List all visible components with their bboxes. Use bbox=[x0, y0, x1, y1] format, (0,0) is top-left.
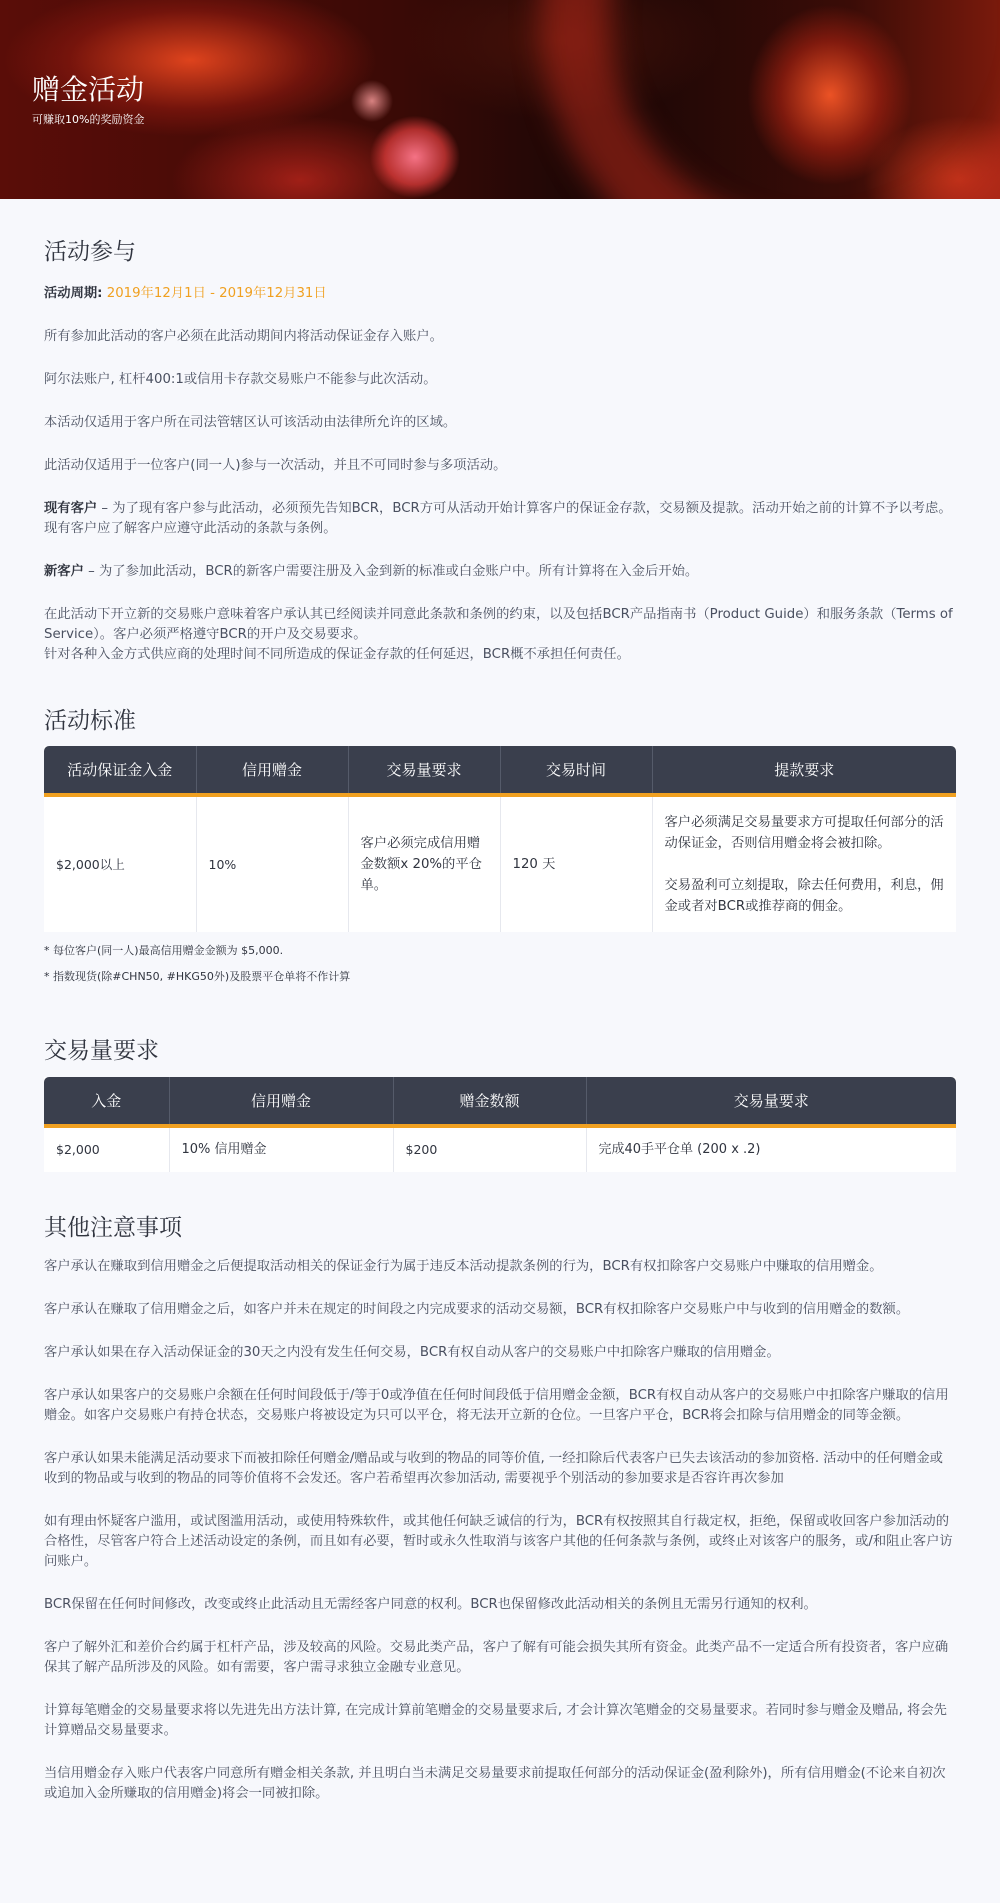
volume-table bbox=[44, 1077, 956, 1172]
table-header: 交易时间 bbox=[500, 746, 652, 795]
participation-heading: 活动参与 bbox=[44, 239, 136, 265]
participation-paragraph: 本活动仅适用于客户所在司法管辖区认可该活动由法律所允许的区域。 bbox=[44, 415, 457, 430]
table-header: 信用赠金 bbox=[196, 746, 348, 795]
other-paragraph: 当信用赠金存入账户代表客户同意所有赠金相关条款, 并且明白当未满足交易量要求前提取任何部分的活动保证金(盈利除外)，所有信用赠金(不论来自初次或追加入金所赚取的信用赠金)将会一同被扣除。 bbox=[44, 1766, 946, 1801]
participation-paragraph: 在此活动下开立新的交易账户意味着客户承认其已经阅读并同意此条款和条例的约束，以及包括BCR产品指南书（Product Guide）和服务条款（Terms of Service）。客户必须严格遵守BCR的开户及交易要求。 bbox=[44, 607, 953, 642]
other-paragraph: 客户承认在赚取了信用赠金之后，如客户并未在规定的时间段之内完成要求的活动交易额，BCR有权扣除客户交易账户中与收到的信用赠金的数额。 bbox=[44, 1302, 910, 1317]
table-row bbox=[44, 795, 956, 932]
participation-paragraph: 此活动仅适用于一位客户(同一人)参与一次活动，并且不可同时参与多项活动。 bbox=[44, 458, 507, 473]
section-volume bbox=[44, 1032, 956, 1172]
new-customer-text: – 为了参加此活动，BCR的新客户需要注册及入金到新的标准或白金账户中。所有计算将在入金后开始。 bbox=[83, 564, 699, 579]
other-paragraph: 客户了解外汇和差价合约属于杠杆产品，涉及较高的风险。交易此类产品，客户了解有可能会损失其所有资金。此类产品不一定适合所有投资者，客户应确保其了解产品所涉及的风险。如有需要，客户需寻求独立金融专业意见。 bbox=[44, 1640, 949, 1675]
section-other bbox=[44, 1209, 956, 1804]
section-standard bbox=[44, 702, 956, 984]
table-cell: 完成40手平仓单 (200 x .2) bbox=[598, 1142, 761, 1157]
other-paragraph: 客户承认如果客户的交易账户余额在任何时间段低于/等于0或净值在任何时间段低于信用赠金金额，BCR有权自动从客户的交易账户中扣除客户赚取的信用赠金。如客户交易账户有持仓状态，交易账户将被设定为只可以平仓，将无法开立新的仓位。一旦客户平仓，BCR将会扣除与信用赠金的同等金额。 bbox=[44, 1388, 949, 1423]
table-header: 信用赠金 bbox=[169, 1077, 393, 1126]
table-cell: $200 bbox=[393, 1126, 586, 1172]
other-paragraph: 如有理由怀疑客户滥用，或试图滥用活动，或使用特殊软件，或其他任何缺乏诚信的行为，BCR有权按照其自行裁定权，拒绝，保留或收回客户参加活动的合格性，尽管客户符合上述活动设定的条例，而且如有必要，暂时或永久性取消与该客户其他的任何条款与条例，或终止对该客户的服务，或/和阻止客户访问账户。 bbox=[44, 1514, 953, 1569]
table-header-row bbox=[44, 746, 956, 795]
table-header: 交易量要求 bbox=[586, 1077, 956, 1126]
time-cell: 120 天 bbox=[500, 795, 652, 932]
other-paragraph: 客户承认如果未能满足活动要求下而被扣除任何赠金/赠品或与收到的物品的同等价值, 一经扣除后代表客户已失去该活动的参加资格. 活动中的任何赠金或收到的物品或与收到的物品的同等价值将不会发还。客户若希望再次参加活动, 需要视乎个别活动的参加要求是否容许再次参加 bbox=[44, 1451, 943, 1486]
period-value: 2019年12月1日 - 2019年12月31日 bbox=[106, 286, 327, 301]
other-heading: 其他注意事项 bbox=[44, 1215, 182, 1241]
other-paragraph: 客户承认在赚取到信用赠金之后便提取活动相关的保证金行为属于违反本活动提款条例的行为，BCR有权扣除客户交易账户中赚取的信用赠金。 bbox=[44, 1259, 883, 1274]
table-header: 赠金数额 bbox=[393, 1077, 586, 1126]
other-paragraph: BCR保留在任何时间修改，改变或终止此活动且无需经客户同意的权利。BCR也保留修改此活动相关的条例且无需另行通知的权利。 bbox=[44, 1597, 817, 1612]
volume-cell: 客户必须完成信用赠金数额x 20%的平仓单。 bbox=[348, 795, 500, 932]
withdraw-cell bbox=[652, 795, 956, 932]
standard-note: * 指数现货(除#CHN50, #HKG50外)及股票平仓单将不作计算 bbox=[44, 970, 351, 983]
existing-customer-paragraph bbox=[44, 499, 956, 539]
new-customer-paragraph bbox=[44, 562, 956, 582]
hero-decoration bbox=[540, 0, 1000, 199]
standard-note: * 每位客户(同一人)最高信用赠金金额为 $5,000. bbox=[44, 944, 284, 957]
participation-paragraph: 所有参加此活动的客户必须在此活动期间内将活动保证金存入账户。 bbox=[44, 329, 443, 344]
activity-period bbox=[44, 284, 956, 304]
table-header: 交易量要求 bbox=[348, 746, 500, 795]
table-header: 入金 bbox=[44, 1077, 169, 1126]
existing-customer-text: – 为了现有客户参与此活动，必须预先告知BCR，BCR方可从活动开始计算客户的保证金存款，交易额及提款。活动开始之前的计算不予以考虑。现有客户应了解客户应遵守此活动的条款与条例。 bbox=[44, 501, 952, 536]
participation-paragraph: 阿尔法账户, 杠杆400:1或信用卡存款交易账户不能参与此次活动。 bbox=[44, 372, 437, 387]
hero-banner bbox=[0, 0, 1000, 199]
table-row bbox=[44, 1126, 956, 1172]
hero-title: 赠金活动 bbox=[32, 73, 145, 106]
section-participation bbox=[44, 233, 956, 665]
other-paragraph: 计算每笔赠金的交易量要求将以先进先出方法计算, 在完成计算前笔赠金的交易量要求后, 才会计算次笔赠金的交易量要求。若同时参与赠金及赠品, 将会先计算赠品交易量要求。 bbox=[44, 1703, 947, 1738]
period-label: 活动周期: bbox=[44, 286, 103, 301]
table-header: 提款要求 bbox=[652, 746, 956, 795]
standard-table bbox=[44, 746, 956, 932]
withdraw-text: 客户必须满足交易量要求方可提取任何部分的活动保证金，否则信用赠金将会被扣除。 bbox=[664, 815, 944, 851]
bonus-cell: 10% bbox=[196, 795, 348, 932]
participation-paragraph: 针对各种入金方式供应商的处理时间不同所造成的保证金存款的任何延迟，BCR概不承担任何责任。 bbox=[44, 647, 630, 662]
other-paragraph: 客户承认如果在存入活动保证金的30天之内没有发生任何交易，BCR有权自动从客户的交易账户中扣除客户赚取的信用赠金。 bbox=[44, 1345, 780, 1360]
existing-customer-label: 现有客户 bbox=[44, 501, 98, 516]
table-header-row bbox=[44, 1077, 956, 1126]
new-customer-label: 新客户 bbox=[44, 564, 84, 579]
table-cell: $2,000 bbox=[44, 1126, 169, 1172]
deposit-cell: $2,000以上 bbox=[44, 795, 196, 932]
standard-heading: 活动标准 bbox=[44, 708, 136, 734]
hero-subtitle: 可赚取10%的奖励资金 bbox=[32, 113, 145, 126]
withdraw-text: 交易盈利可立刻提取，除去任何费用，利息，佣金或者对BCR或推荐商的佣金。 bbox=[664, 878, 944, 914]
volume-heading: 交易量要求 bbox=[44, 1038, 159, 1064]
table-header: 活动保证金入金 bbox=[44, 746, 196, 795]
table-cell: 10% 信用赠金 bbox=[169, 1126, 393, 1172]
main-content bbox=[44, 233, 956, 1804]
